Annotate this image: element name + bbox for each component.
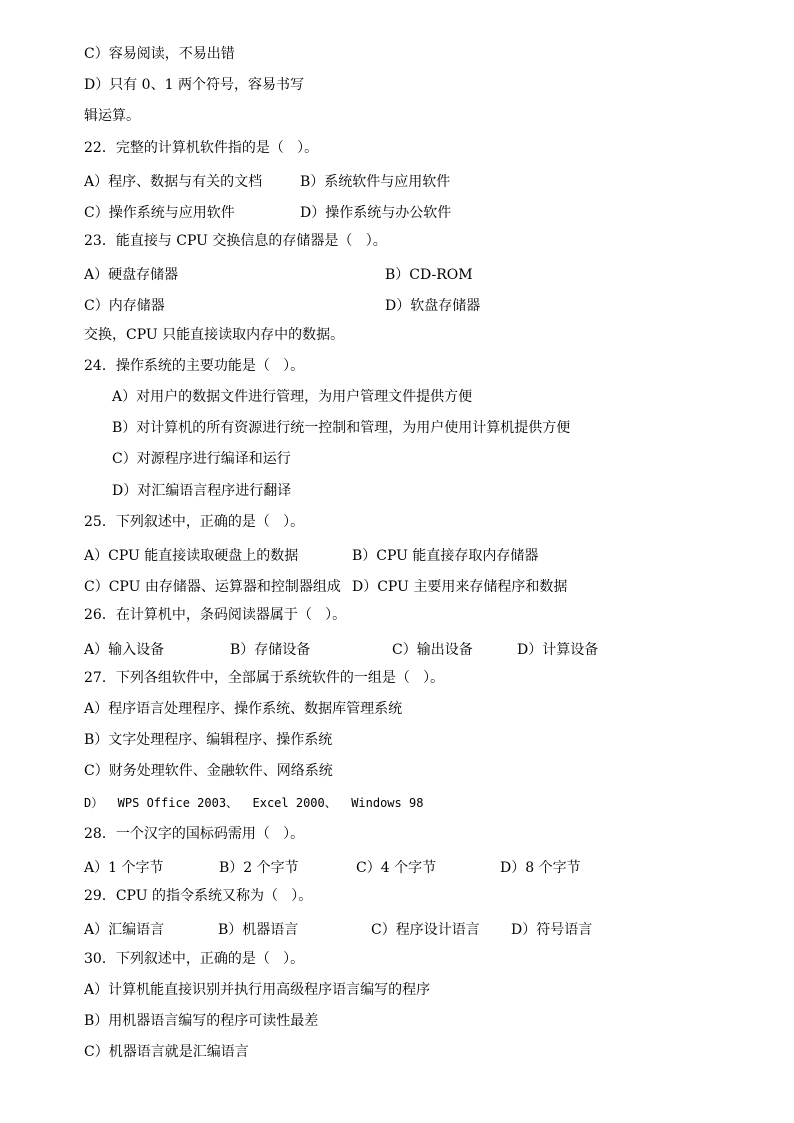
question-22: 22．完整的计算机软件指的是（ ）。 [84, 140, 319, 156]
option-d-text: D）只有 0、1 两个符号，容易书写 [84, 77, 304, 93]
q25-option-d: D）CPU 主要用来存储程序和数据 [352, 579, 568, 595]
q24-option-b: B）对计算机的所有资源进行统一控制和管理，为用户使用计算机提供方便 [112, 420, 571, 436]
q29-option-a: A）汇编语言 [84, 922, 165, 938]
q29-option-c: C）程序设计语言 [371, 922, 480, 938]
q25-option-c: C）CPU 由存储器、运算器和控制器组成 [84, 579, 341, 595]
question-30: 30．下列叙述中，正确的是（ ）。 [84, 951, 305, 967]
q23-option-a: A）硬盘存储器 [84, 267, 179, 283]
q22-option-c: C）操作系统与应用软件 [84, 205, 235, 221]
question-27: 27．下列各组软件中，全部属于系统软件的一组是（ ）。 [84, 670, 445, 686]
q27-option-c: C）财务处理软件、金融软件、网络系统 [84, 763, 333, 779]
q26-option-d: D）计算设备 [517, 642, 599, 658]
question-23: 23．能直接与 CPU 交换信息的存储器是（ ）。 [84, 233, 387, 249]
q22-option-d: D）操作系统与办公软件 [300, 205, 452, 221]
q23-option-c: C）内存储器 [84, 298, 165, 314]
q28-option-c: C）4 个字节 [356, 860, 437, 876]
q22-option-a: A）程序、数据与有关的文档 [84, 174, 263, 190]
q26-option-b: B）存储设备 [230, 642, 311, 658]
q28-option-d: D）8 个字节 [500, 860, 581, 876]
question-24: 24．操作系统的主要功能是（ ）。 [84, 358, 305, 374]
question-28: 28．一个汉字的国标码需用（ ）。 [84, 826, 305, 842]
q27-option-b: B）文字处理程序、编辑程序、操作系统 [84, 732, 333, 748]
q23-option-b: B）CD-ROM [385, 267, 473, 283]
question-29: 29．CPU 的指令系统又称为（ ）。 [84, 888, 313, 904]
question-26: 26．在计算机中，条码阅读器属于（ ）。 [84, 607, 347, 623]
q25-option-a: A）CPU 能直接读取硬盘上的数据 [84, 548, 299, 564]
q28-option-b: B）2 个字节 [219, 860, 299, 876]
q30-option-c: C）机器语言就是汇编语言 [84, 1044, 249, 1060]
q24-option-d: D）对汇编语言程序进行翻译 [112, 483, 292, 499]
question-25: 25．下列叙述中，正确的是（ ）。 [84, 514, 305, 530]
explanation-text-2: 交换，CPU 只能直接读取内存中的数据。 [84, 327, 345, 343]
explanation-text: 辑运算。 [84, 108, 140, 124]
q30-option-a: A）计算机能直接识别并执行用高级程序语言编写的程序 [84, 982, 431, 998]
option-c-text: C）容易阅读，不易出错 [84, 46, 235, 62]
q22-option-b: B）系统软件与应用软件 [300, 174, 451, 190]
q28-option-a: A）1 个字节 [84, 860, 164, 876]
q25-option-b: B）CPU 能直接存取内存储器 [352, 548, 539, 564]
q24-option-c: C）对源程序进行编译和运行 [112, 451, 291, 467]
q26-option-a: A）输入设备 [84, 642, 165, 658]
q30-option-b: B）用机器语言编写的程序可读性最差 [84, 1013, 319, 1029]
q26-option-c: C）输出设备 [392, 642, 473, 658]
q29-option-d: D）符号语言 [511, 922, 593, 938]
q24-option-a: A）对用户的数据文件进行管理，为用户管理文件提供方便 [112, 389, 473, 405]
q27-option-a: A）程序语言处理程序、操作系统、数据库管理系统 [84, 701, 403, 717]
q29-option-b: B）机器语言 [218, 922, 299, 938]
q23-option-d: D）软盘存储器 [385, 298, 481, 314]
q27-option-d: D） WPS Office 2003、 Excel 2000、 Windows 98 [84, 796, 424, 810]
